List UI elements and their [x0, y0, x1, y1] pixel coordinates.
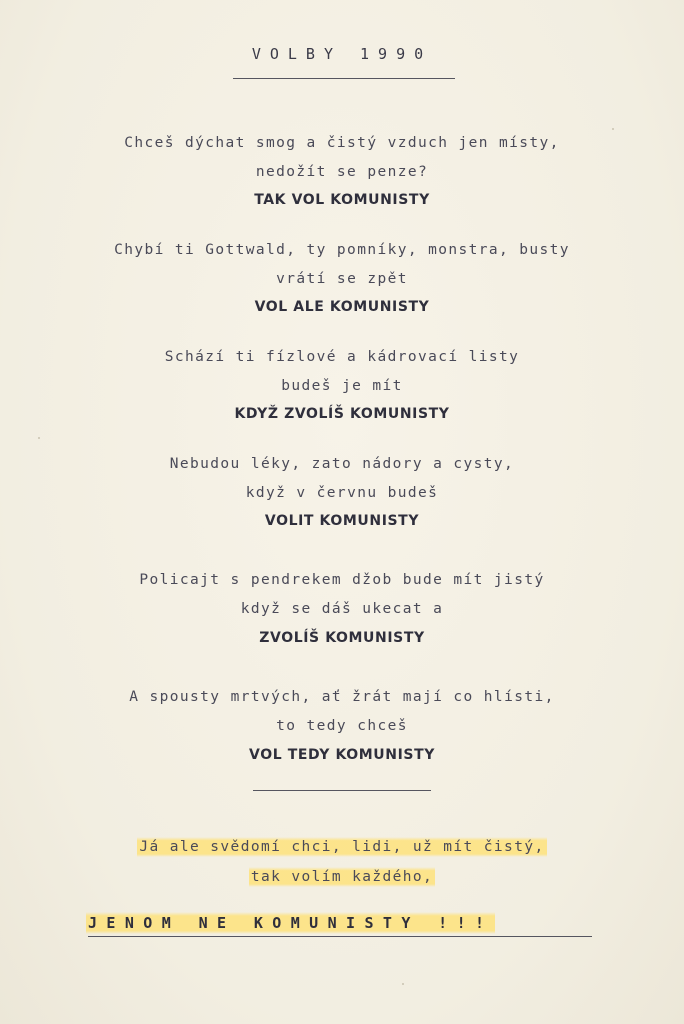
closing-line-1-wrap [0, 840, 684, 855]
stanza-6-line-1: A spousty mrtvých, ať žrát mají co hlísti, [129, 689, 555, 705]
closing-line-2-wrap [0, 870, 684, 885]
stanza-3-line-2: budeš je mít [281, 378, 403, 394]
stanza-2-line-1: Chybí ti Gottwald, ty pomníky, monstra, busty [114, 242, 570, 258]
stanza-1-line-2: nedožít se penze? [255, 164, 429, 180]
paper-speck [612, 128, 614, 130]
page-title: VOLBY 1990 [251, 45, 433, 63]
stanza-3-line-1: Schází ti fízlové a kádrovací listy [164, 349, 520, 365]
title-underline [233, 78, 455, 79]
paper-speck [402, 983, 404, 985]
stanza-6-refrain: VOL TEDY KOMUNISTY [249, 747, 435, 763]
stanza-2-line-2: vrátí se zpět [276, 271, 408, 287]
closing-line-1: Já ale svědomí chci, lidi, už mít čistý, [139, 839, 545, 855]
closing-line-2: tak volím každého, [250, 869, 434, 885]
final-slogan: JENOM NE KOMUNISTY !!! [88, 914, 494, 932]
final-underline [88, 936, 592, 937]
stanza-4-refrain: VOLIT KOMUNISTY [264, 513, 420, 529]
stanza-1-line-1: Chceš dýchat smog a čistý vzduch jen místy, [124, 135, 560, 151]
stanza-6-line-2: to tedy chceš [276, 718, 408, 734]
paper-speck [38, 437, 40, 439]
stanza-3-refrain: KDYŽ ZVOLÍŠ KOMUNISTY [234, 406, 450, 422]
final-slogan-wrap [86, 916, 596, 931]
stanza-4-line-1: Nebudou léky, zato nádory a cysty, [169, 456, 515, 472]
stanza-5-refrain: ZVOLÍŠ KOMUNISTY [259, 630, 425, 646]
stanza-1-refrain: TAK VOL KOMUNISTY [254, 192, 430, 208]
stanza-5-line-2: když se dáš ukecat a [240, 601, 444, 617]
section-divider [253, 790, 431, 791]
stanza-2-refrain: VOL ALE KOMUNISTY [254, 299, 430, 315]
stanza-4-line-2: když v červnu budeš [245, 485, 439, 501]
stanza-5-line-1: Policajt s pendrekem džob bude mít jistý [139, 572, 545, 588]
